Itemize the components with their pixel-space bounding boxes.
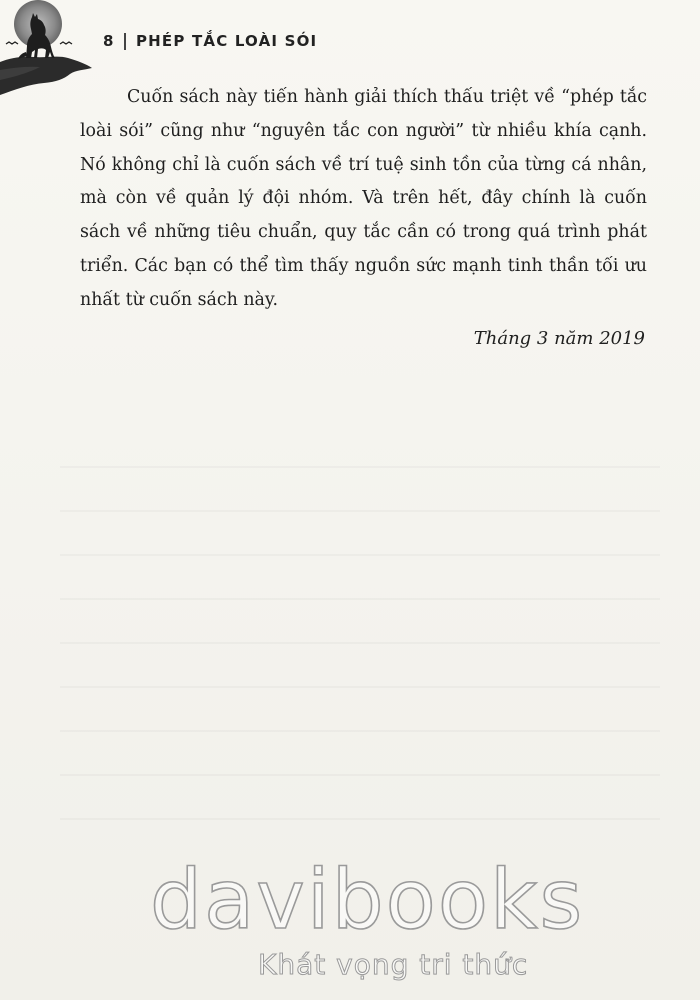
body-paragraph: Cuốn sách này tiến hành giải thích thấu triệt về “phép tắc loài sói” cũng như “nguyên tắc con người” từ nhiều khía cạnh. Nó không chỉ là cuốn sách về trí tuệ sinh tồn của từng cá nhân, mà còn về quản lý đội nhóm. Và trên hết, đây chính là cuốn sách về những tiêu chuẩn, quy tắc cần có trong quá trình phát triển. Các bạn có thể tìm thấy nguồn sức mạnh tinh thần tối ưu nhất từ cuốn sách này. bbox=[80, 87, 647, 310]
header-divider bbox=[124, 33, 126, 50]
publisher-watermark bbox=[0, 853, 700, 1000]
running-title: PHÉP TẮC LOÀI SÓI bbox=[135, 32, 318, 50]
running-header bbox=[103, 29, 317, 53]
watermark-tagline: Khát vọng tri thức bbox=[258, 948, 529, 981]
body-text bbox=[80, 81, 647, 318]
watermark-logo: davibooks bbox=[150, 853, 585, 948]
page-number: 8 bbox=[103, 32, 114, 50]
bleed-through-texture bbox=[60, 440, 660, 860]
signature-date: Tháng 3 năm 2019 bbox=[473, 328, 645, 349]
